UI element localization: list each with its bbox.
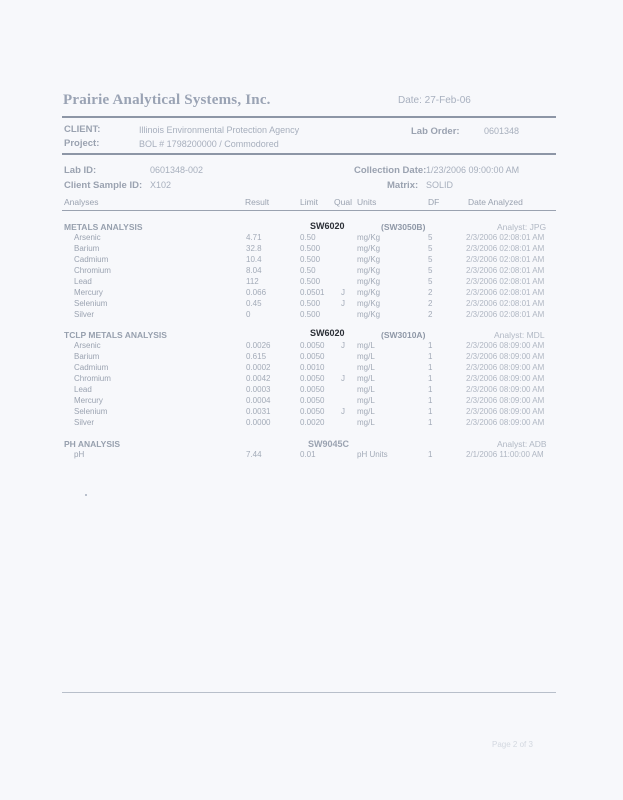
report-date: Date: 27-Feb-06 xyxy=(398,95,471,106)
section-title: TCLP METALS ANALYSIS xyxy=(64,330,167,340)
df-cell: 2 xyxy=(428,299,433,308)
limit-cell: 0.0050 xyxy=(300,385,325,394)
page-number: Page 2 of 3 xyxy=(492,740,533,749)
analyte-cell: Arsenic xyxy=(74,233,101,242)
result-cell: 0.615 xyxy=(246,352,267,361)
result-cell: 0.0042 xyxy=(246,374,271,383)
client-sample-label: Client Sample ID: xyxy=(64,180,143,191)
date-analyzed-cell: 2/3/2006 08:09:00 AM xyxy=(466,374,545,383)
limit-cell: 0.0050 xyxy=(300,352,325,361)
units-cell: mg/L xyxy=(357,407,375,416)
date-analyzed-cell: 2/3/2006 08:09:00 AM xyxy=(466,341,545,350)
section-title: PH ANALYSIS xyxy=(64,439,121,449)
client-rule xyxy=(62,153,556,155)
lab-name: Prairie Analytical Systems, Inc. xyxy=(63,92,271,108)
analyte-cell: Cadmium xyxy=(74,255,109,264)
analyte-cell: Lead xyxy=(74,277,92,286)
df-cell: 2 xyxy=(428,310,433,319)
matrix-label: Matrix: xyxy=(387,180,419,191)
lab-id-label: Lab ID: xyxy=(64,165,97,176)
limit-cell: 0.0501 xyxy=(300,288,325,297)
df-cell: 5 xyxy=(428,233,433,242)
result-cell: 0.0003 xyxy=(246,385,271,394)
analyte-cell: Lead xyxy=(74,385,92,394)
limit-cell: 0.0050 xyxy=(300,374,325,383)
column-header-rule xyxy=(62,210,556,211)
result-cell: 0 xyxy=(246,310,251,319)
analyte-cell: Chromium xyxy=(74,266,111,275)
limit-cell: 0.0020 xyxy=(300,418,325,427)
result-cell: 0.45 xyxy=(246,299,262,308)
col-analyses: Analyses xyxy=(64,197,99,207)
result-cell: 4.71 xyxy=(246,233,262,242)
df-cell: 2 xyxy=(428,288,433,297)
date-analyzed-cell: 2/3/2006 02:08:01 AM xyxy=(466,233,545,242)
date-analyzed-cell: 2/3/2006 08:09:00 AM xyxy=(466,418,545,427)
df-cell: 1 xyxy=(428,352,433,361)
result-cell: 0.0031 xyxy=(246,407,271,416)
section-method: SW6020 xyxy=(310,328,345,338)
units-cell: mg/L xyxy=(357,352,375,361)
result-cell: 10.4 xyxy=(246,255,262,264)
units-cell: mg/L xyxy=(357,341,375,350)
speck xyxy=(85,494,87,496)
units-cell: mg/L xyxy=(357,374,375,383)
project-value: BOL # 1798200000 / Commodored xyxy=(139,139,279,149)
analyte-cell: Arsenic xyxy=(74,341,101,350)
section-method: SW6020 xyxy=(310,221,345,231)
units-cell: mg/Kg xyxy=(357,288,381,297)
df-cell: 5 xyxy=(428,266,433,275)
date-analyzed-cell: 2/3/2006 08:09:00 AM xyxy=(466,407,545,416)
project-label: Project: xyxy=(64,138,100,149)
result-cell: 0.0004 xyxy=(246,396,271,405)
units-cell: mg/Kg xyxy=(357,277,381,286)
date-analyzed-cell: 2/3/2006 02:08:01 AM xyxy=(466,277,545,286)
limit-cell: 0.500 xyxy=(300,310,321,319)
df-cell: 1 xyxy=(428,363,433,372)
col-units: Units xyxy=(357,197,377,207)
result-cell: 0.0000 xyxy=(246,418,271,427)
col-df: DF xyxy=(428,197,440,207)
qual-cell: J xyxy=(341,374,345,383)
lab-order-label: Lab Order: xyxy=(411,126,460,137)
col-date-analyzed: Date Analyzed xyxy=(468,197,523,207)
date-analyzed-cell: 2/3/2006 08:09:00 AM xyxy=(466,396,545,405)
matrix-value: SOLID xyxy=(426,180,454,190)
analyte-cell: Silver xyxy=(74,418,95,427)
units-cell: mg/Kg xyxy=(357,255,381,264)
units-cell: mg/Kg xyxy=(357,310,381,319)
df-cell: 1 xyxy=(428,450,433,459)
df-cell: 5 xyxy=(428,244,433,253)
limit-cell: 0.0010 xyxy=(300,363,325,372)
date-analyzed-cell: 2/3/2006 02:08:01 AM xyxy=(466,255,545,264)
section-analyst: Analyst: MDL xyxy=(494,330,545,340)
units-cell: mg/Kg xyxy=(357,299,381,308)
analyte-cell: Barium xyxy=(74,352,100,361)
date-analyzed-cell: 2/3/2006 08:09:00 AM xyxy=(466,385,545,394)
section-analyst: Analyst: ADB xyxy=(497,439,547,449)
result-cell: 32.8 xyxy=(246,244,262,253)
limit-cell: 0.01 xyxy=(300,450,316,459)
date-analyzed-cell: 2/3/2006 08:09:00 AM xyxy=(466,352,545,361)
units-cell: mg/L xyxy=(357,418,375,427)
date-analyzed-cell: 2/3/2006 02:08:01 AM xyxy=(466,288,545,297)
limit-cell: 0.0050 xyxy=(300,396,325,405)
qual-cell: J xyxy=(341,341,345,350)
header-rule xyxy=(62,116,556,118)
analyte-cell: Selenium xyxy=(74,299,108,308)
result-cell: 8.04 xyxy=(246,266,262,275)
analyte-cell: Barium xyxy=(74,244,100,253)
col-limit: Limit xyxy=(300,197,318,207)
collection-date-value: 1/23/2006 09:00:00 AM xyxy=(426,165,520,175)
units-cell: mg/Kg xyxy=(357,233,381,242)
section-method: SW9045C xyxy=(308,439,350,449)
result-cell: 0.0002 xyxy=(246,363,271,372)
date-analyzed-cell: 2/3/2006 02:08:01 AM xyxy=(466,310,545,319)
df-cell: 1 xyxy=(428,418,433,427)
limit-cell: 0.0050 xyxy=(300,407,325,416)
limit-cell: 0.50 xyxy=(300,266,316,275)
analyte-cell: Mercury xyxy=(74,288,103,297)
result-cell: 7.44 xyxy=(246,450,262,459)
section-analyst: Analyst: JPG xyxy=(497,222,547,232)
result-cell: 0.0026 xyxy=(246,341,271,350)
units-cell: mg/L xyxy=(357,363,375,372)
analyte-cell: Chromium xyxy=(74,374,111,383)
units-cell: mg/Kg xyxy=(357,266,381,275)
limit-cell: 0.500 xyxy=(300,299,321,308)
df-cell: 5 xyxy=(428,277,433,286)
result-cell: 0.066 xyxy=(246,288,267,297)
client-label: CLIENT: xyxy=(64,124,101,135)
analyte-cell: Selenium xyxy=(74,407,108,416)
df-cell: 5 xyxy=(428,255,433,264)
df-cell: 1 xyxy=(428,407,433,416)
units-cell: mg/L xyxy=(357,385,375,394)
units-cell: mg/L xyxy=(357,396,375,405)
analyte-cell: Cadmium xyxy=(74,363,109,372)
col-qual: Qual xyxy=(334,197,352,207)
section-title: METALS ANALYSIS xyxy=(64,222,143,232)
date-analyzed-cell: 2/1/2006 11:00:00 AM xyxy=(466,450,544,459)
date-analyzed-cell: 2/3/2006 02:08:01 AM xyxy=(466,266,545,275)
limit-cell: 0.500 xyxy=(300,244,321,253)
client-value: Illinois Environmental Protection Agency xyxy=(139,125,300,135)
limit-cell: 0.50 xyxy=(300,233,316,242)
qual-cell: J xyxy=(341,299,345,308)
date-analyzed-cell: 2/3/2006 08:09:00 AM xyxy=(466,363,545,372)
client-sample-value: X102 xyxy=(150,180,172,190)
lab-id-value: 0601348-002 xyxy=(150,165,204,175)
df-cell: 1 xyxy=(428,396,433,405)
df-cell: 1 xyxy=(428,374,433,383)
df-cell: 1 xyxy=(428,341,433,350)
col-result: Result xyxy=(245,197,270,207)
date-analyzed-cell: 2/3/2006 02:08:01 AM xyxy=(466,244,545,253)
analyte-cell: Mercury xyxy=(74,396,103,405)
collection-date-label: Collection Date: xyxy=(354,165,427,176)
limit-cell: 0.500 xyxy=(300,277,321,286)
units-cell: pH Units xyxy=(357,450,388,459)
limit-cell: 0.0050 xyxy=(300,341,325,350)
qual-cell: J xyxy=(341,288,345,297)
qual-cell: J xyxy=(341,407,345,416)
footer-rule xyxy=(62,692,556,693)
analyte-cell: pH xyxy=(74,450,85,459)
analyte-cell: Silver xyxy=(74,310,95,319)
limit-cell: 0.500 xyxy=(300,255,321,264)
section-prep: (SW3010A) xyxy=(381,330,426,340)
units-cell: mg/Kg xyxy=(357,244,381,253)
section-prep: (SW3050B) xyxy=(381,222,426,232)
lab-order-value: 0601348 xyxy=(484,126,520,136)
df-cell: 1 xyxy=(428,385,433,394)
result-cell: 112 xyxy=(246,277,259,286)
date-analyzed-cell: 2/3/2006 02:08:01 AM xyxy=(466,299,545,308)
